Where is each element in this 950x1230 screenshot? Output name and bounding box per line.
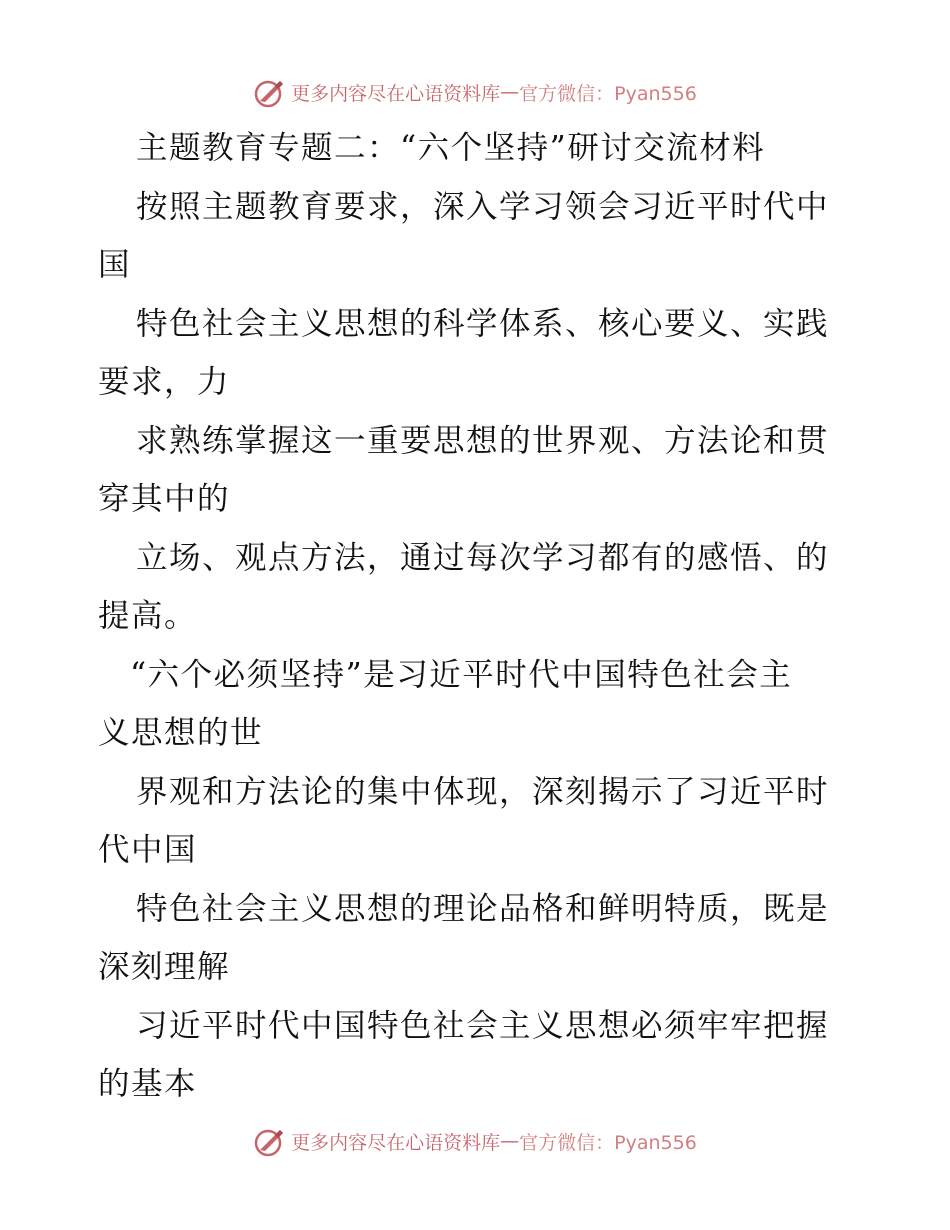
watermark-header: [0, 72, 950, 112]
text-line: “六个必须坚持”是习近平时代中国特色社会主: [130, 656, 793, 693]
text-line: 按照主题教育要求，深入学习领会习近平时代中: [136, 188, 830, 225]
watermark-wechat: 官方微信：Pyan556: [519, 82, 697, 105]
text-line: 特色社会主义思想的科学体系、核心要义、实践: [136, 305, 830, 342]
document-title: 主题教育专题二：“六个坚持”研讨交流材料: [136, 130, 766, 166]
text-line: 深刻理解: [98, 949, 231, 985]
watermark-footer: [0, 1121, 950, 1161]
text-line: 穿其中的: [98, 481, 231, 517]
quill-logo-icon: [253, 1124, 287, 1158]
text-line: 立场、观点方法，通过每次学习都有的感悟、的: [136, 539, 830, 576]
watermark-separator: —: [500, 81, 520, 103]
text-line: 义思想的世: [98, 715, 264, 751]
text-line: 特色社会主义思想的理论品格和鲜明特质，既是: [136, 890, 830, 927]
text-line: 的基本: [98, 1066, 198, 1102]
text-line: 提高。: [98, 598, 198, 634]
watermark-wechat: 官方微信：Pyan556: [519, 1131, 697, 1154]
text-line: 国: [98, 247, 132, 283]
watermark-brand: 更多内容尽在心语资料库: [291, 82, 501, 105]
text-line: 求熟练掌握这一重要思想的世界观、方法论和贯: [136, 422, 830, 459]
watermark-separator: —: [500, 1130, 520, 1152]
watermark-brand: 更多内容尽在心语资料库: [291, 1131, 501, 1154]
text-line: 界观和方法论的集中体现，深刻揭示了习近平时: [136, 773, 830, 810]
text-line: 习近平时代中国特色社会主义思想必须牢牢把握: [136, 1007, 830, 1044]
text-line: 代中国: [98, 832, 198, 868]
text-line: 要求，力: [98, 364, 231, 400]
quill-logo-icon: [253, 75, 287, 109]
document-body: [98, 119, 858, 1114]
